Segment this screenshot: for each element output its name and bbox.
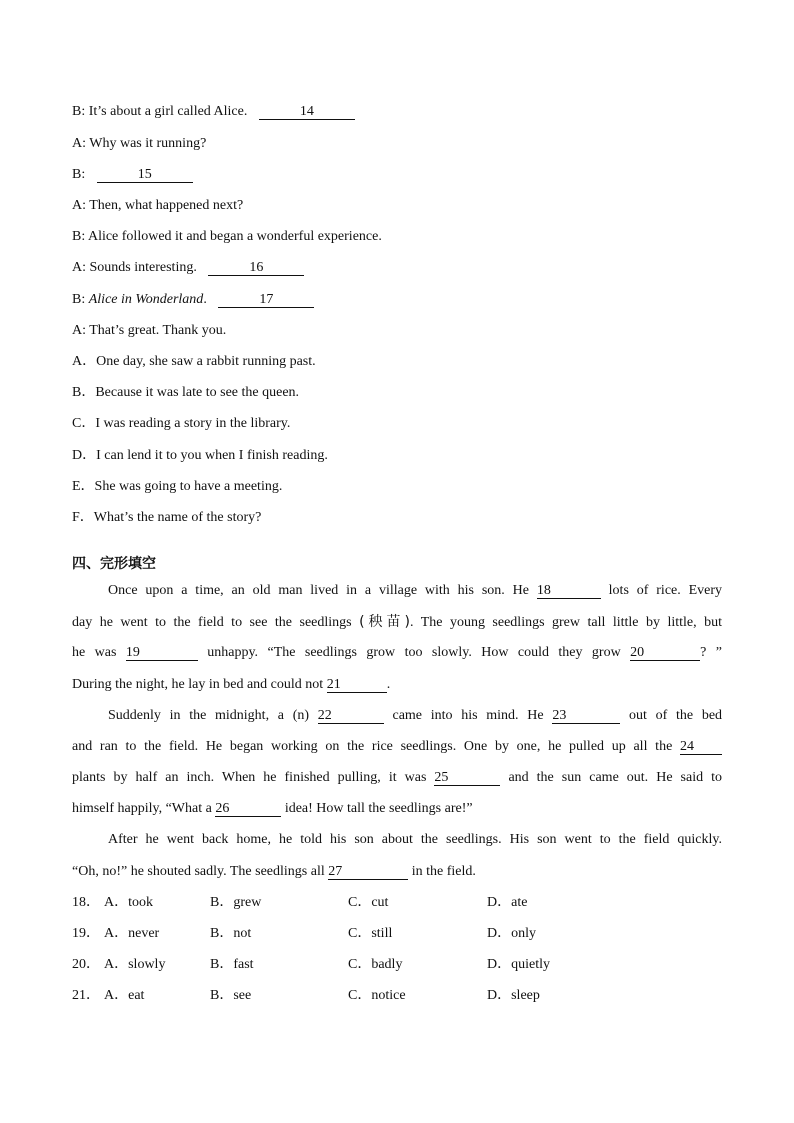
question-number: 21． (72, 988, 100, 1003)
option-a: A．took (104, 895, 153, 910)
dialogue-text: B: Alice followed it and began a wonderful experience. (72, 229, 382, 244)
passage-line (72, 644, 722, 662)
option-c: C．badly (348, 957, 403, 972)
passage-text: “Oh, no!” he shouted sadly. The seedlings all (72, 864, 325, 879)
passage-line (72, 831, 722, 849)
passage-text: . The young seedlings grew tall little by little, but (409, 615, 723, 630)
dialogue-text: A: Why was it running? (72, 136, 207, 151)
option-b: B．not (210, 926, 252, 941)
answer-blank-27: 27 (328, 864, 408, 880)
passage-text: lots of rice. Every (608, 583, 723, 598)
question-number: 18． (72, 895, 100, 910)
option-a: A．slowly (104, 957, 166, 972)
answer-blank-17: 17 (218, 292, 314, 308)
passage-text: plants by half an inch. When he finished pulling, it was (72, 770, 427, 785)
answer-blank-15: 15 (97, 167, 193, 183)
answer-blank-21: 21 (327, 677, 387, 693)
answer-blank-26: 26 (215, 801, 281, 817)
passage-text: day he went to the field to see the seedlings (72, 615, 352, 630)
dialogue-text: B: (72, 167, 86, 182)
passage-line (72, 582, 722, 600)
answer-blank-25: 25 (434, 770, 500, 786)
passage-text: himself happily, “What a (72, 801, 212, 816)
passage-text: came into his mind. He (392, 708, 544, 723)
dialogue-line (72, 322, 226, 340)
passage-text: . (386, 677, 391, 692)
dialogue-line (72, 103, 355, 121)
answer-blank-19: 19 (126, 645, 198, 661)
choice-option: A．One day, she saw a rabbit running past. (72, 354, 316, 369)
answer-blank-18: 18 (537, 583, 601, 599)
passage-text: ? ” (700, 645, 722, 660)
answer-blank-22: 22 (318, 708, 384, 724)
dialogue-line (72, 197, 243, 215)
question-number: 19． (72, 926, 100, 941)
passage-line (72, 676, 722, 694)
passage-text: After he went back home, he told his son about the seedlings. His son went to the field quickly. (108, 832, 722, 847)
dialogue-line (72, 291, 314, 309)
dialogue-line (72, 166, 193, 184)
option-b: B．see (210, 988, 252, 1003)
option-a: A．never (104, 926, 160, 941)
dialogue-text: B: It’s about a girl called Alice. (72, 104, 248, 119)
passage-text: unhappy. “The seedlings grow too slowly. How could they grow (207, 645, 621, 660)
passage-text: Once upon a time, an old man lived in a village with his son. He (108, 583, 529, 598)
option-c: C．cut (348, 895, 389, 910)
passage-text: idea! How tall the seedlings are!” (284, 801, 473, 816)
passage-line (72, 800, 722, 818)
passage-line (72, 738, 722, 756)
passage-text: Suddenly in the midnight, a (n) (108, 708, 310, 723)
option-d: D．only (487, 926, 536, 941)
answer-blank-16: 16 (208, 260, 304, 276)
answer-blank-23: 23 (552, 708, 620, 724)
choice-option: B．Because it was late to see the queen. (72, 385, 300, 400)
passage-text: and the sun came out. He said to (508, 770, 722, 785)
option-c: C．still (348, 926, 393, 941)
dialogue-line (72, 259, 304, 277)
dialogue-text: A: Then, what happened next? (72, 198, 244, 213)
option-d: D．quietly (487, 957, 550, 972)
answer-blank-20: 20 (630, 645, 700, 661)
option-a: A．eat (104, 988, 145, 1003)
dialogue-text: B: (72, 292, 86, 307)
dialogue-line (72, 228, 382, 246)
section-title: 四、完形填空 (72, 556, 156, 572)
option-d: D．ate (487, 895, 528, 910)
passage-text: out of the bed (629, 708, 723, 723)
passage-line (72, 707, 722, 725)
dialogue-text: . (203, 292, 207, 307)
choice-option: E．She was going to have a meeting. (72, 479, 283, 494)
passage-text: he was (72, 645, 117, 660)
passage-annotation: (秧苗) (359, 614, 410, 630)
dialogue-text: A: That’s great. Thank you. (72, 323, 227, 338)
choice-option: F．What’s the name of the story? (72, 510, 262, 525)
dialogue-text: A: Sounds interesting. (72, 260, 197, 275)
answer-blank-24: 24 (680, 739, 722, 755)
passage-text: During the night, he lay in bed and could not (72, 677, 324, 692)
option-d: D．sleep (487, 988, 540, 1003)
answer-blank-14: 14 (259, 104, 355, 120)
dialogue-line (72, 135, 206, 153)
book-title: Alice in Wonderland (88, 292, 204, 307)
passage-text: in the field. (411, 864, 476, 879)
passage-line (72, 769, 722, 787)
passage-line (72, 613, 722, 632)
option-c: C．notice (348, 988, 406, 1003)
passage-text: and ran to the field. He began working on the rice seedlings. One by one, he pulled up all the (72, 739, 673, 754)
choice-option: C．I was reading a story in the library. (72, 416, 291, 431)
passage-line (72, 863, 722, 881)
choice-option: D．I can lend it to you when I finish reading. (72, 448, 328, 463)
option-b: B．fast (210, 957, 254, 972)
option-b: B．grew (210, 895, 262, 910)
question-number: 20． (72, 957, 100, 972)
